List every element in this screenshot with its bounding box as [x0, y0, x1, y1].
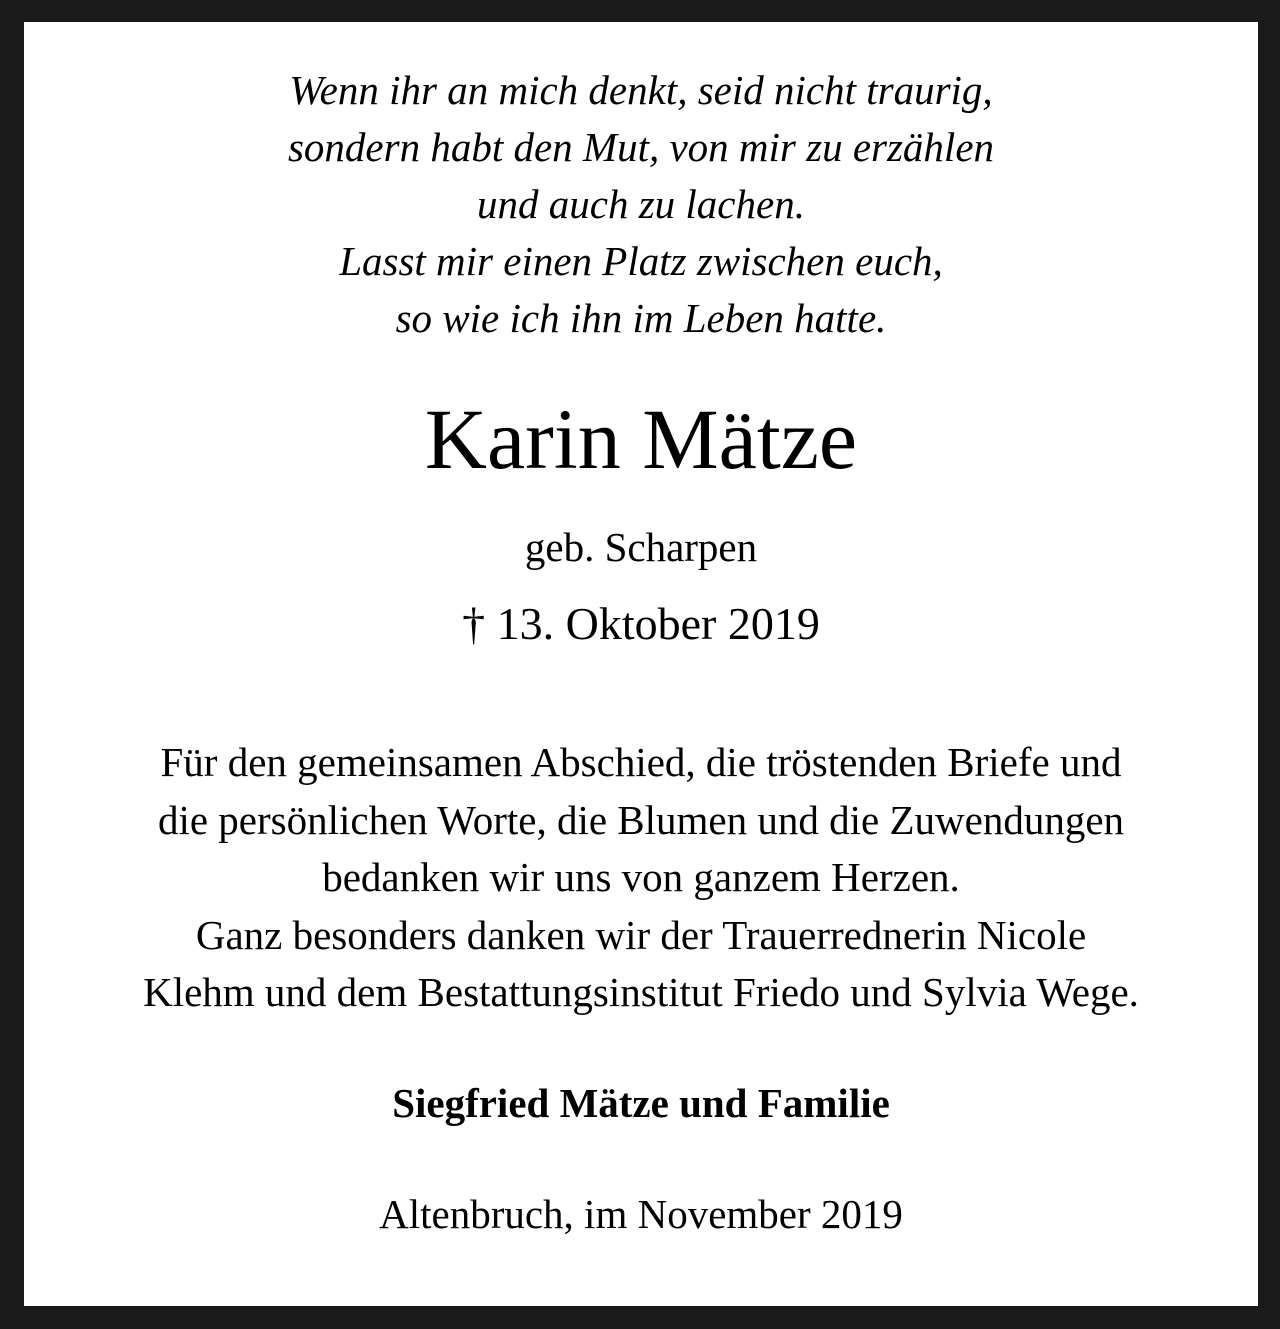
poem-line: sondern habt den Mut, von mir zu erzählen [287, 124, 995, 170]
poem [24, 62, 1258, 347]
thanks-text [24, 734, 1258, 1022]
poem-line: Wenn ihr an mich denkt, seid nicht traurig, [289, 67, 993, 113]
death-date: † 13. Oktober 2019 [462, 598, 820, 649]
place-date: Altenbruch, im November 2019 [379, 1191, 903, 1237]
birth-name: geb. Scharpen [524, 524, 758, 570]
deceased-name: Karin Mätze [424, 391, 858, 487]
poem-line: Lasst mir einen Platz zwischen euch, [339, 238, 943, 284]
thanks-line: bedanken wir uns von ganzem Herzen. [322, 854, 960, 900]
signature: Siegfried Mätze und Familie [392, 1080, 890, 1126]
thanks-line: Für den gemeinsamen Abschied, die tröstenden Briefe und [160, 739, 1122, 785]
poem-line: so wie ich ihn im Leben hatte. [395, 295, 887, 341]
thanks-line: Klehm und dem Bestattungsinstitut Friedo und Sylvia Wege. [143, 969, 1139, 1015]
thanks-line: die persönlichen Worte, die Blumen und die Zuwendungen [157, 796, 1125, 843]
thanks-line: Ganz besonders danken wir der Trauerrednerin Nicole [195, 911, 1087, 958]
obituary-card [24, 22, 1258, 1306]
poem-line: und auch zu lachen. [477, 181, 805, 227]
